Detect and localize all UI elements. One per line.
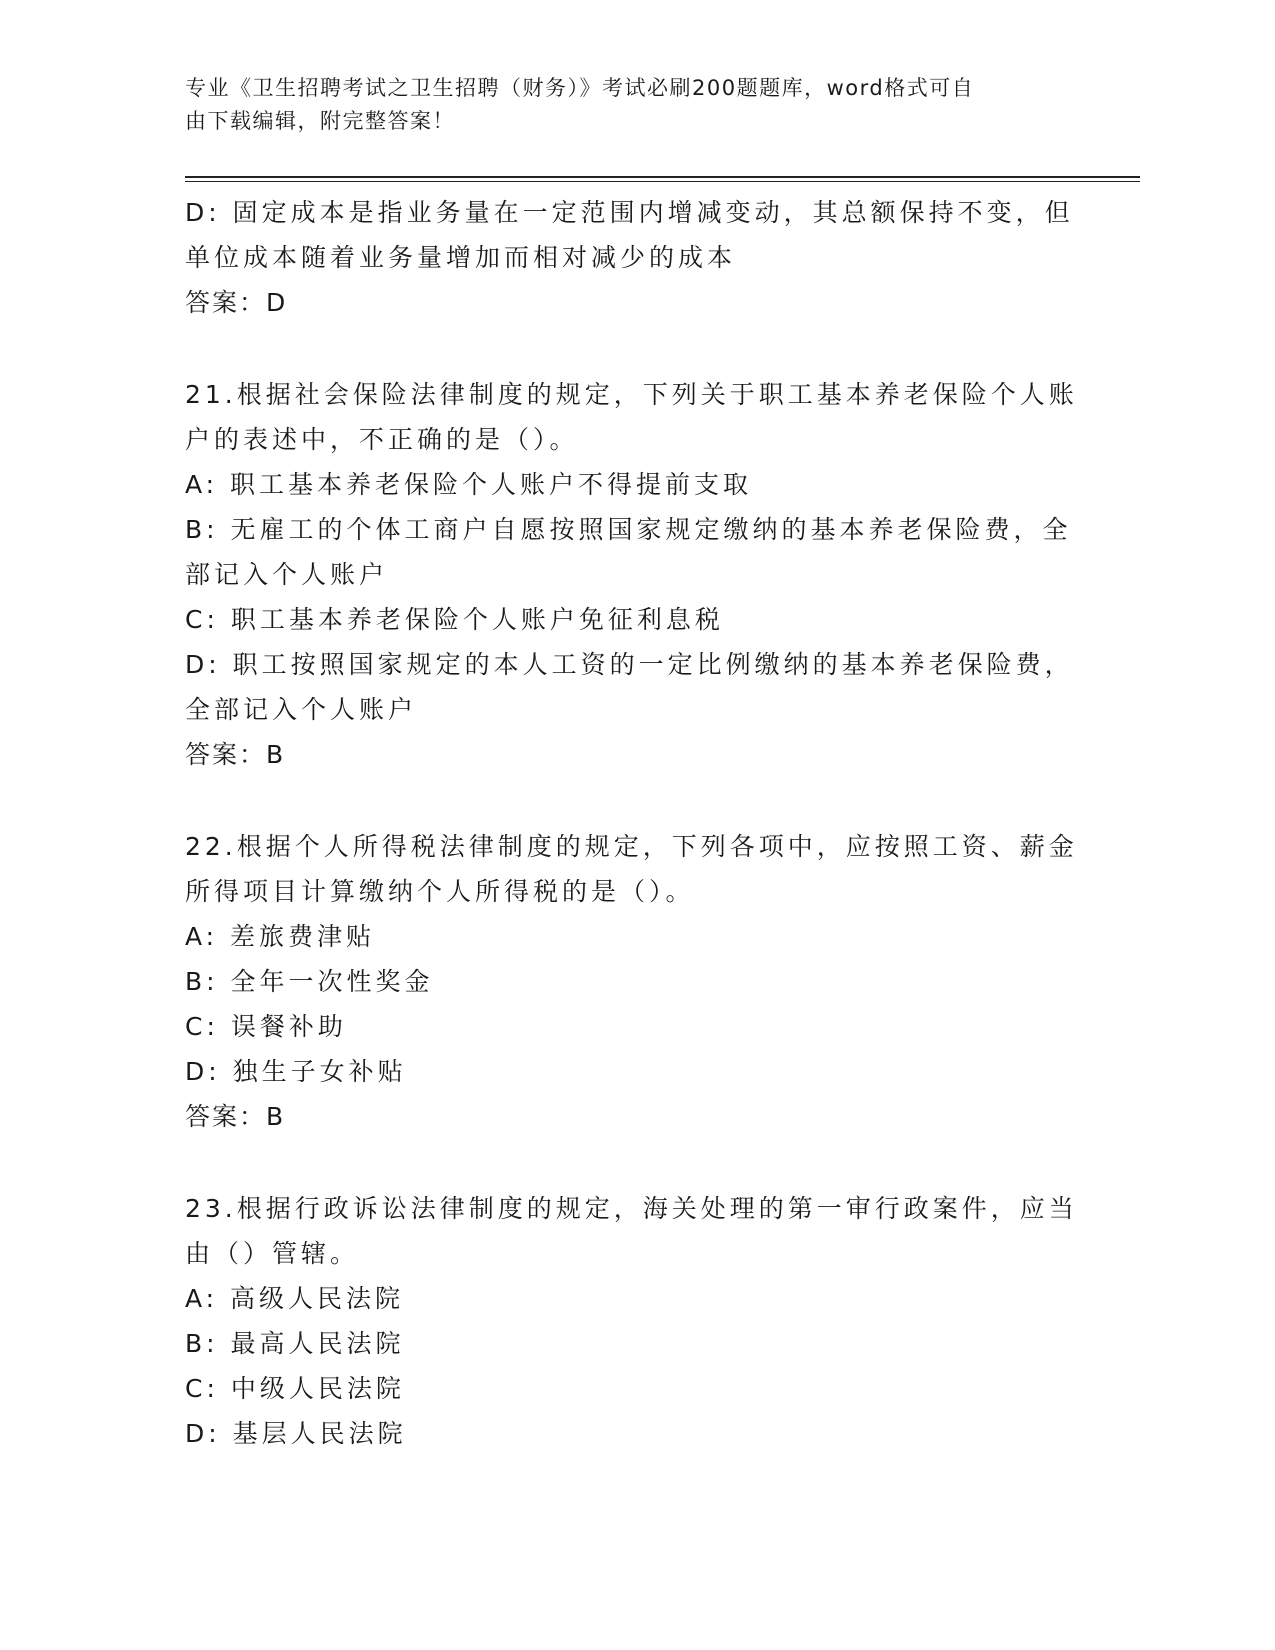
option-a: A: 职工基本养老保险个人账户不得提前支取: [185, 470, 753, 499]
option-b: B: 最高人民法院: [185, 1329, 405, 1358]
question-21: [185, 372, 1085, 777]
document-body: [185, 190, 1085, 1456]
option-d: D: 固定成本是指业务量在一定范围内增减变动，其总额保持不变，但: [185, 198, 1074, 227]
header-divider-thin: [185, 181, 1140, 182]
answer: 答案：B: [185, 740, 286, 769]
header-divider-thick: [185, 176, 1140, 178]
option-b: B: 无雇工的个体工商户自愿按照国家规定缴纳的基本养老保险费，全: [185, 515, 1072, 544]
option-d-continued: 单位成本随着业务量增加而相对减少的成本: [185, 243, 737, 272]
answer: 答案：D: [185, 288, 288, 317]
spacer: [185, 325, 1085, 372]
question-stem: 23.根据行政诉讼法律制度的规定，海关处理的第一审行政案件，应当: [185, 1194, 1078, 1223]
spacer: [185, 1139, 1085, 1186]
header-line-2: 由下载编辑，附完整答案！: [185, 109, 455, 133]
document-header: [185, 72, 1065, 138]
question-20-continued: [185, 190, 1085, 325]
option-c: C: 误餐补助: [185, 1012, 347, 1041]
question-stem-continued: 由（）管辖。: [185, 1239, 360, 1268]
option-d: D: 基层人民法院: [185, 1419, 407, 1448]
spacer: [185, 777, 1085, 824]
option-a: A: 高级人民法院: [185, 1284, 405, 1313]
question-stem-continued: 所得项目计算缴纳个人所得税的是（）。: [185, 877, 695, 906]
question-stem: 21.根据社会保险法律制度的规定，下列关于职工基本养老保险个人账: [185, 380, 1078, 409]
option-b: B: 全年一次性奖金: [185, 967, 434, 996]
option-c: C: 职工基本养老保险个人账户免征利息税: [185, 605, 724, 634]
question-stem-continued: 户的表述中，不正确的是（）。: [185, 425, 579, 454]
question-stem: 22.根据个人所得税法律制度的规定，下列各项中，应按照工资、薪金: [185, 832, 1078, 861]
option-d: D: 独生子女补贴: [185, 1057, 407, 1086]
option-a: A: 差旅费津贴: [185, 922, 376, 951]
header-line-1: 专业《卫生招聘考试之卫生招聘（财务）》考试必刷200题题库，word格式可自: [185, 76, 975, 100]
answer: 答案：B: [185, 1102, 286, 1131]
question-22: [185, 824, 1085, 1139]
question-23: [185, 1186, 1085, 1456]
option-b-continued: 部记入个人账户: [185, 560, 389, 589]
option-c: C: 中级人民法院: [185, 1374, 405, 1403]
option-d-continued: 全部记入个人账户: [185, 695, 418, 724]
option-d: D: 职工按照国家规定的本人工资的一定比例缴纳的基本养老保险费，: [185, 650, 1074, 679]
